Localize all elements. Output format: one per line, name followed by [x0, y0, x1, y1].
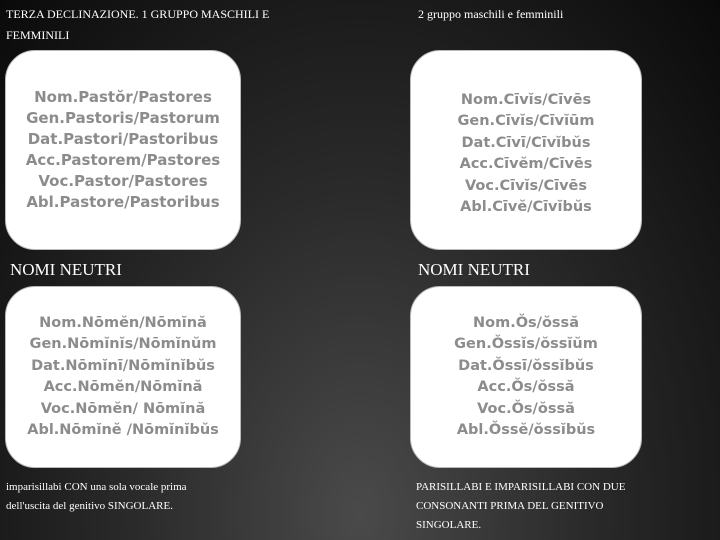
left-title: TERZA DECLINAZIONE. 1 GRUPPO MASCHILI E FEMMINILI: [6, 7, 270, 42]
case-line-dat: Dat.Cīvī/Cīvĭbŭs: [461, 134, 591, 151]
case-line-abl: Abl.Pastore/Pastoribus: [26, 193, 220, 211]
neutral-nouns-label-right: NOMI NEUTRI: [418, 260, 530, 279]
case-line-voc: Voc.Pastor/Pastores: [38, 172, 208, 190]
declension-box-civis: [410, 50, 642, 250]
neutral-nouns-label-left: NOMI NEUTRI: [10, 260, 122, 279]
case-line-acc: Acc.Cīvĕm/Cīvēs: [459, 156, 593, 172]
case-line-voc: Voc.Ŏs/ŏssă: [477, 400, 575, 417]
case-line-dat: Dat.Pastori/Pastoribus: [27, 130, 219, 148]
case-line-gen: Gen.Cīvĭs/Cīvĭūm: [457, 113, 595, 129]
case-line-dat: Dat.Ŏssī/ŏssĭbŭs: [458, 357, 594, 374]
case-line-acc: Acc.Nōmĕn/Nōmĭnă: [43, 379, 203, 395]
note-parisyllabic: PARISILLABI E IMPARISILLABI CON DUE CONSONANTI PRIMA DEL GENITIVO SINGOLARE.: [416, 481, 626, 531]
case-line-nom: Nom.Ŏs/ŏssă: [473, 314, 579, 331]
case-line-nom: Nom.Nōmĕn/Nōmĭnă: [39, 314, 207, 331]
case-line-voc: Voc.Nōmĕn/ Nōmĭnă: [40, 400, 206, 417]
case-line-abl: Abl.Cīvĕ/Cīvĭbŭs: [460, 199, 592, 215]
case-line-acc: Acc.Pastorem/Pastores: [25, 151, 221, 169]
case-line-voc: Voc.Cīvĭs/Cīvēs: [465, 177, 587, 194]
case-line-dat: Dat.Nōmĭnī/Nōmĭnĭbŭs: [31, 357, 215, 374]
case-line-gen: Gen.Ŏssĭs/ŏssĭŭm: [454, 336, 598, 352]
case-line-gen: Gen.Nōmĭnĭs/Nōmĭnŭm: [29, 336, 217, 352]
case-line-abl: Abl.Nōmĭnĕ /Nōmĭnĭbŭs: [27, 422, 219, 438]
right-title: 2 gruppo maschili e femminili: [418, 7, 564, 21]
declension-box-pastor: [5, 50, 241, 250]
case-line-nom: Nom.Pastŏr/Pastores: [34, 88, 212, 106]
case-line-acc: Acc.Ŏs/ŏssă: [477, 379, 575, 395]
declension-box-os: [410, 286, 642, 468]
note-imparisyllabic: imparisillabi CON una sola vocale prima dell'uscita del genitivo SINGOLARE.: [6, 481, 187, 512]
case-line-gen: Gen.Pastoris/Pastorum: [26, 109, 220, 127]
declension-box-nomen: [5, 286, 241, 468]
case-line-nom: Nom.Cīvĭs/Cīvēs: [460, 91, 592, 108]
case-line-abl: Abl.Ŏssĕ/ŏssĭbŭs: [456, 422, 596, 438]
